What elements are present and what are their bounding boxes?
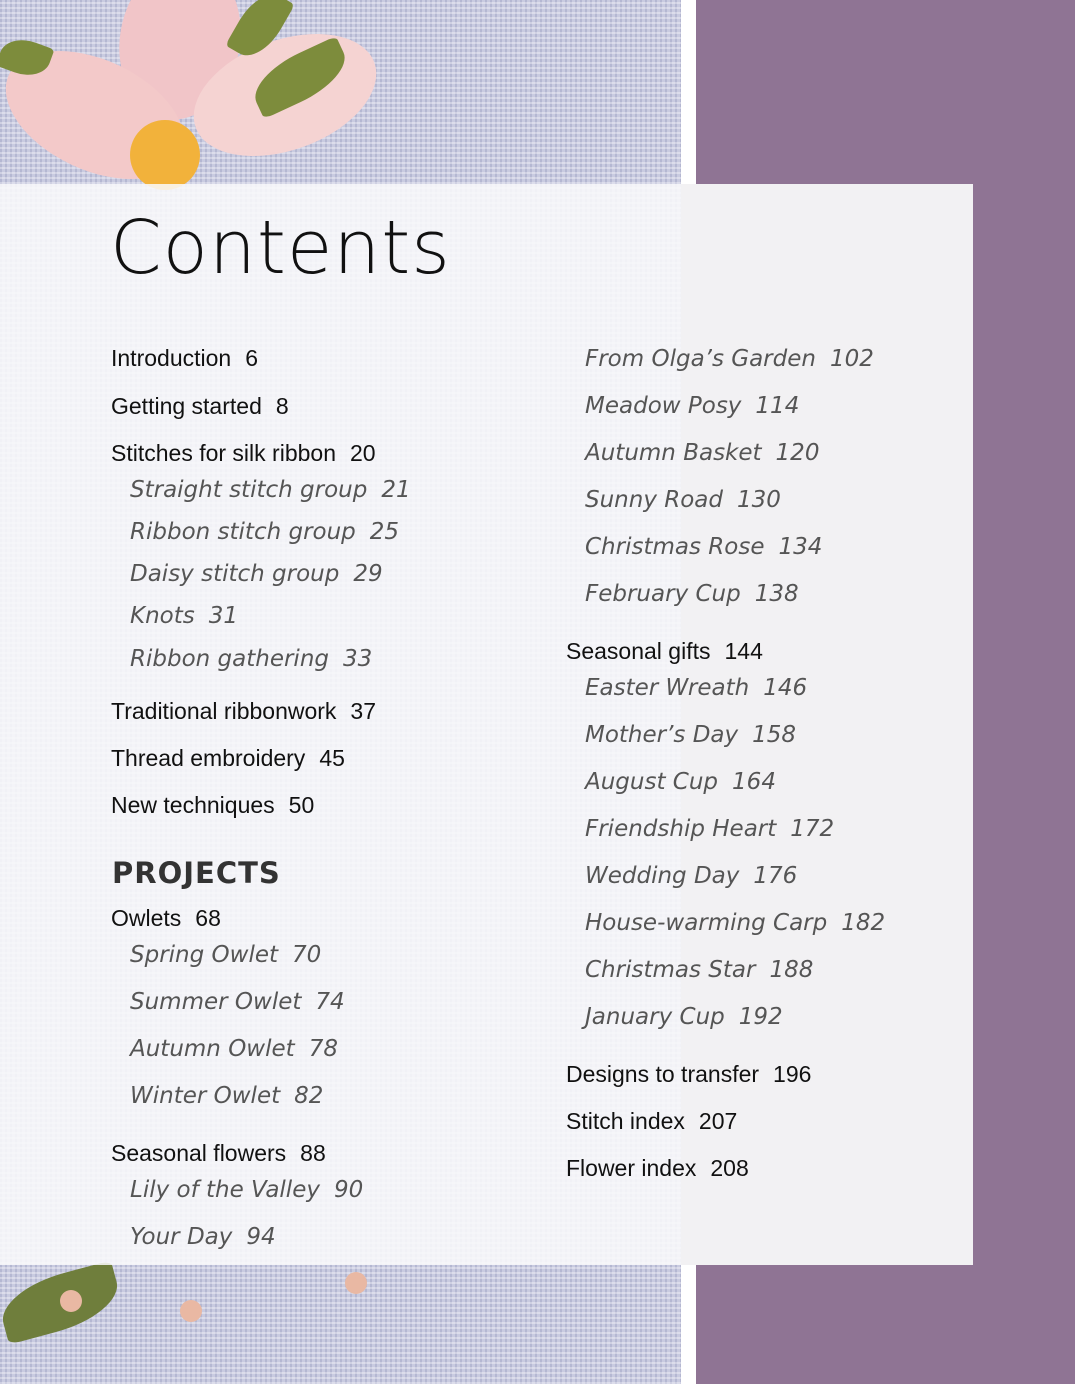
toc-entry-label: Your Day	[130, 1224, 233, 1250]
toc-entry-autumn-basket	[585, 440, 819, 466]
toc-entry-label: August Cup	[585, 769, 719, 795]
flower-center	[130, 120, 200, 190]
toc-entry-page-number: 158	[752, 722, 797, 748]
toc-entry-new-techniques	[111, 792, 314, 819]
toc-entry-label: Traditional ribbonwork	[111, 698, 337, 724]
toc-entry-designs-transfer	[566, 1061, 811, 1088]
toc-entry-lily	[130, 1177, 363, 1203]
toc-entry-sunny-road	[585, 487, 781, 513]
toc-entry-label: Spring Owlet	[130, 942, 279, 968]
toc-entry-label: Seasonal gifts	[566, 638, 711, 664]
toc-entry-knots	[130, 603, 238, 629]
toc-entry-label: Straight stitch group	[130, 477, 368, 503]
toc-entry-page-number: 172	[790, 816, 835, 842]
toc-entry-label: Stitches for silk ribbon	[111, 440, 336, 466]
toc-entry-stitch-index	[566, 1108, 737, 1135]
toc-entry-label: Seasonal flowers	[111, 1140, 287, 1166]
toc-entry-olgas-garden	[585, 346, 874, 372]
rose-bud	[180, 1300, 202, 1322]
toc-entry-christmas-star	[585, 957, 813, 983]
toc-entry-winter-owlet	[130, 1083, 323, 1109]
toc-entry-label: Stitch index	[566, 1108, 685, 1134]
toc-entry-label: From Olga’s Garden	[585, 346, 816, 372]
toc-entry-label: Knots	[130, 603, 195, 629]
toc-entry-your-day	[130, 1224, 276, 1250]
toc-entry-owlets	[111, 905, 221, 932]
toc-entry-label: Wedding Day	[585, 863, 740, 889]
toc-entry-page-number: 102	[829, 346, 874, 372]
toc-entry-page-number: 68	[195, 905, 221, 931]
toc-entry-easter-wreath	[585, 675, 807, 701]
toc-entry-label: Summer Owlet	[130, 989, 302, 1015]
toc-entry-page-number: 21	[381, 477, 411, 503]
toc-entry-label: House-warming Carp	[585, 910, 828, 936]
toc-entry-page-number: 120	[775, 440, 820, 466]
toc-entry-meadow-posy	[585, 393, 799, 419]
page-title: Contents	[110, 205, 451, 291]
toc-entry-label: January Cup	[585, 1004, 725, 1030]
toc-entry-getting-started	[111, 393, 289, 420]
toc-entry-label: Ribbon gathering	[130, 646, 329, 672]
toc-entry-label: Thread embroidery	[111, 745, 306, 771]
toc-entry-page-number: 8	[275, 393, 289, 419]
toc-entry-page-number: 192	[738, 1004, 783, 1030]
toc-entry-autumn-owlet	[130, 1036, 338, 1062]
toc-entry-label: Lily of the Valley	[130, 1177, 320, 1203]
toc-entry-thread	[111, 745, 345, 772]
toc-entry-page-number: 196	[773, 1061, 812, 1087]
toc-entry-label: Winter Owlet	[130, 1083, 281, 1109]
toc-entry-label: Christmas Rose	[585, 534, 765, 560]
toc-entry-ribbon-gathering	[130, 646, 372, 672]
toc-entry-page-number: 114	[755, 393, 800, 419]
toc-entry-label: Christmas Star	[585, 957, 756, 983]
toc-entry-page-number: 37	[350, 698, 377, 724]
toc-entry-page-number: 176	[753, 863, 798, 889]
toc-entry-page-number: 74	[315, 989, 345, 1015]
toc-entry-seasonal-gifts	[566, 638, 763, 665]
toc-entry-page-number: 20	[349, 440, 376, 466]
toc-entry-mothers-day	[585, 722, 796, 748]
toc-entry-house-warming	[585, 910, 885, 936]
toc-entry-spring-owlet	[130, 942, 321, 968]
toc-entry-label: February Cup	[585, 581, 741, 607]
toc-entry-page-number: 94	[246, 1224, 276, 1250]
toc-entry-page-number: 25	[369, 519, 400, 545]
toc-entry-label: Flower index	[566, 1155, 697, 1181]
toc-entry-stitches	[111, 440, 376, 467]
toc-entry-page-number: 130	[737, 487, 781, 513]
toc-entry-label: Daisy stitch group	[130, 561, 340, 587]
toc-entry-label: Friendship Heart	[585, 816, 777, 842]
toc-entry-page-number: 78	[308, 1036, 338, 1062]
toc-entry-flower-index	[566, 1155, 749, 1182]
toc-entry-label: Meadow Posy	[585, 393, 742, 419]
toc-entry-page-number: 50	[288, 792, 315, 818]
toc-entry-page-number: 29	[353, 561, 383, 587]
toc-entry-page-number: 164	[732, 769, 776, 795]
toc-entry-friendship-heart	[585, 816, 834, 842]
toc-entry-summer-owlet	[130, 989, 345, 1015]
toc-entry-page-number: 82	[294, 1083, 324, 1109]
toc-entry-straight-stitch	[130, 477, 411, 503]
toc-entry-page-number: 31	[208, 603, 239, 629]
toc-entry-page-number: 134	[778, 534, 823, 560]
toc-entry-label: Introduction	[111, 345, 232, 371]
toc-entry-label: Owlets	[111, 905, 182, 931]
toc-entry-page-number: 90	[333, 1177, 364, 1203]
toc-entry-page-number: 45	[319, 745, 345, 771]
projects-heading: PROJECTS	[112, 856, 281, 890]
toc-entry-label: Designs to transfer	[566, 1061, 760, 1087]
toc-entry-page-number: 70	[292, 942, 322, 968]
toc-entry-traditional	[111, 698, 376, 725]
toc-entry-page-number: 6	[245, 345, 258, 371]
toc-entry-page-number: 208	[710, 1155, 749, 1181]
toc-entry-christmas-rose	[585, 534, 822, 560]
toc-entry-seasonal-flowers	[111, 1140, 326, 1167]
rose-bud	[345, 1272, 367, 1294]
toc-entry-label: Autumn Owlet	[130, 1036, 295, 1062]
toc-entry-page-number: 207	[698, 1108, 738, 1134]
toc-entry-wedding-day	[585, 863, 797, 889]
toc-entry-label: New techniques	[111, 792, 275, 818]
toc-entry-page-number: 138	[754, 581, 799, 607]
toc-entry-august-cup	[585, 769, 776, 795]
toc-entry-page-number: 144	[724, 638, 763, 664]
toc-entry-february-cup	[585, 581, 799, 607]
toc-entry-label: Sunny Road	[585, 487, 723, 513]
toc-entry-ribbon-stitch	[130, 519, 399, 545]
toc-entry-daisy-stitch	[130, 561, 383, 587]
toc-entry-page-number: 33	[343, 646, 373, 672]
toc-entry-intro	[111, 345, 258, 372]
toc-entry-page-number: 182	[841, 910, 886, 936]
rose-bud	[60, 1290, 82, 1312]
toc-entry-label: Ribbon stitch group	[130, 519, 356, 545]
toc-entry-label: Mother’s Day	[585, 722, 739, 748]
toc-entry-label: Autumn Basket	[585, 440, 762, 466]
toc-entry-label: Getting started	[111, 393, 262, 419]
toc-entry-page-number: 188	[769, 957, 814, 983]
toc-entry-label: Easter Wreath	[585, 675, 750, 701]
toc-entry-page-number: 146	[763, 675, 808, 701]
toc-entry-page-number: 88	[300, 1140, 326, 1166]
toc-entry-january-cup	[585, 1004, 783, 1030]
